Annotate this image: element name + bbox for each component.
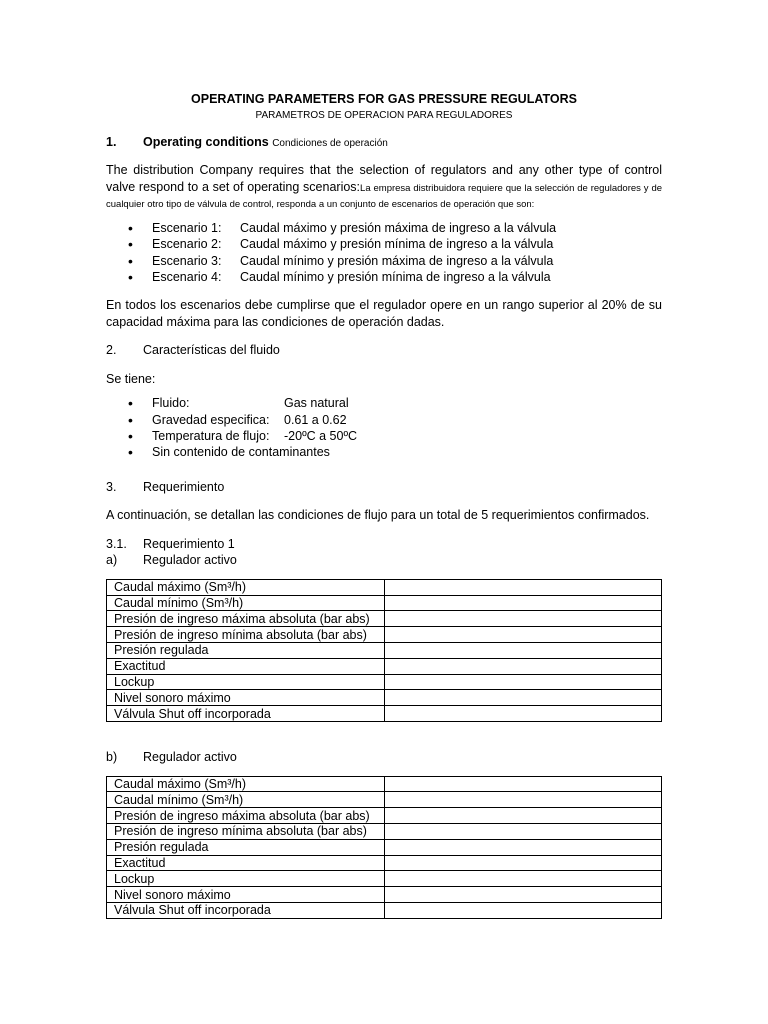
fluid-label: Gravedad especifica: [152,412,270,427]
table-row [107,823,662,839]
regulator-b-table [106,776,662,919]
table-row [107,902,662,918]
table-cell-label: Presión de ingreso máxima absoluta (bar abs) [107,808,385,824]
table-cell-label: Presión de ingreso mínima absoluta (bar abs) [107,823,385,839]
part-a-title: Regulador activo [143,553,237,568]
section-1-title-en: Operating conditions [143,134,269,149]
fluid-value: Gas natural [284,396,349,411]
table-cell-label: Exactitud [107,855,385,871]
section-3-number: 3. [106,479,117,494]
scenario-text: Caudal mínimo y presión máxima de ingreso a la válvula [240,253,554,268]
section-3-text: A continuación, se detallan las condiciones de flujo para un total de 5 requerimientos confirmados. [106,508,650,523]
part-b-number: b) [106,750,118,765]
requirement-3-1-number: 3.1. [106,536,127,551]
scenario-label: Escenario 2: [152,237,222,252]
table-row [107,776,662,792]
table-row [107,579,662,595]
table-cell-label: Nivel sonoro máximo [107,887,385,903]
table-row [107,643,662,659]
table-row [107,658,662,674]
table-row [107,611,662,627]
document-subtitle: PARAMETROS DE OPERACION PARA REGULADORES [255,109,513,121]
fluid-label: Temperatura de flujo: [152,429,270,444]
table-cell-label: Presión de ingreso mínima absoluta (bar abs) [107,627,385,643]
section-2-heading [106,342,662,359]
table-cell-value [385,902,662,918]
section-2-title: Características del fluido [143,343,280,358]
fluid-label: Sin contenido de contaminantes [152,445,330,460]
section-3-title: Requerimiento [143,479,225,494]
table-row [107,808,662,824]
section-2-number: 2. [106,343,117,358]
document-page [106,91,662,919]
intro-en: The distribution Company requires that the selection of regulators and any other type of control valve respond to a set of operating scenarios: [106,163,662,194]
table-cell-label: Exactitud [107,658,385,674]
table-cell-label: Lockup [107,674,385,690]
part-b-heading [106,749,662,766]
table-cell-label: Nivel sonoro máximo [107,690,385,706]
table-cell-value [385,674,662,690]
table-row [107,690,662,706]
table-cell-value [385,839,662,855]
scenario-label: Escenario 3: [152,253,222,268]
se-tiene-text: Se tiene: [106,371,156,386]
table-cell-label: Presión de ingreso máxima absoluta (bar abs) [107,611,385,627]
table-cell-label: Válvula Shut off incorporada [107,902,385,918]
document-title: OPERATING PARAMETERS FOR GAS PRESSURE REGULATORS [191,92,577,106]
list-item [106,412,662,428]
table-cell-value [385,706,662,722]
table-row [107,855,662,871]
fluid-label: Fluido: [152,396,190,411]
scenario-label: Escenario 4: [152,269,222,284]
table-cell-value [385,871,662,887]
regulator-a-table [106,579,662,722]
table-cell-label: Válvula Shut off incorporada [107,706,385,722]
table-cell-value [385,643,662,659]
scenario-text: Caudal mínimo y presión mínima de ingreso a la válvula [240,269,551,284]
table-row [107,887,662,903]
list-item [106,236,662,252]
list-item [106,220,662,236]
table-cell-value [385,595,662,611]
requirement-3-1-title: Requerimiento 1 [143,536,235,551]
scenario-text: Caudal máximo y presión mínima de ingreso a la válvula [240,237,554,252]
scenario-label: Escenario 1: [152,220,222,235]
scenario-note: En todos los escenarios debe cumplirse que el regulador opere en un rango superior al 20% de su capacidad máxima para las condiciones de operación dadas. [106,298,662,329]
table-row [107,871,662,887]
part-a-number: a) [106,553,118,568]
list-item [106,395,662,411]
section-1-number: 1. [106,134,117,149]
table-cell-value [385,611,662,627]
table-cell-label: Caudal máximo (Sm³/h) [107,579,385,595]
intro-es: La empresa distribuidora requiere que la selección de reguladores y de cualquier otro tipo de válvula de control, responda a un conjunto de escenarios de operación que son: [106,182,663,211]
table-cell-value [385,823,662,839]
table-cell-label: Lockup [107,871,385,887]
section-1-heading [106,134,662,151]
table-cell-value [385,579,662,595]
table-cell-label: Caudal mínimo (Sm³/h) [107,595,385,611]
scenario-list [106,220,662,286]
list-item [106,444,662,460]
table-row [107,706,662,722]
fluid-value: 0.61 a 0.62 [284,412,347,427]
part-b-title: Regulador activo [143,750,237,765]
fluid-properties-list [106,395,662,461]
section-3-heading [106,479,662,496]
table-cell-label: Caudal máximo (Sm³/h) [107,776,385,792]
table-cell-value [385,627,662,643]
table-cell-label: Presión regulada [107,643,385,659]
list-item [106,253,662,269]
table-cell-value [385,658,662,674]
table-row [107,792,662,808]
table-cell-label: Presión regulada [107,839,385,855]
list-item [106,428,662,444]
intro-paragraph [106,162,662,212]
table-cell-value [385,887,662,903]
table-row [107,674,662,690]
requirement-3-1-heading [106,536,662,553]
table-cell-value [385,808,662,824]
table-row [107,627,662,643]
table-cell-value [385,792,662,808]
table-cell-label: Caudal mínimo (Sm³/h) [107,792,385,808]
table-cell-value [385,690,662,706]
table-cell-value [385,855,662,871]
scenario-text: Caudal máximo y presión máxima de ingreso a la válvula [240,220,557,235]
list-item [106,269,662,285]
table-row [107,839,662,855]
part-a-heading [106,552,662,569]
fluid-value: -20ºC a 50ºC [284,429,358,444]
table-cell-value [385,776,662,792]
table-row [107,595,662,611]
section-1-title-es: Condiciones de operación [272,137,388,149]
